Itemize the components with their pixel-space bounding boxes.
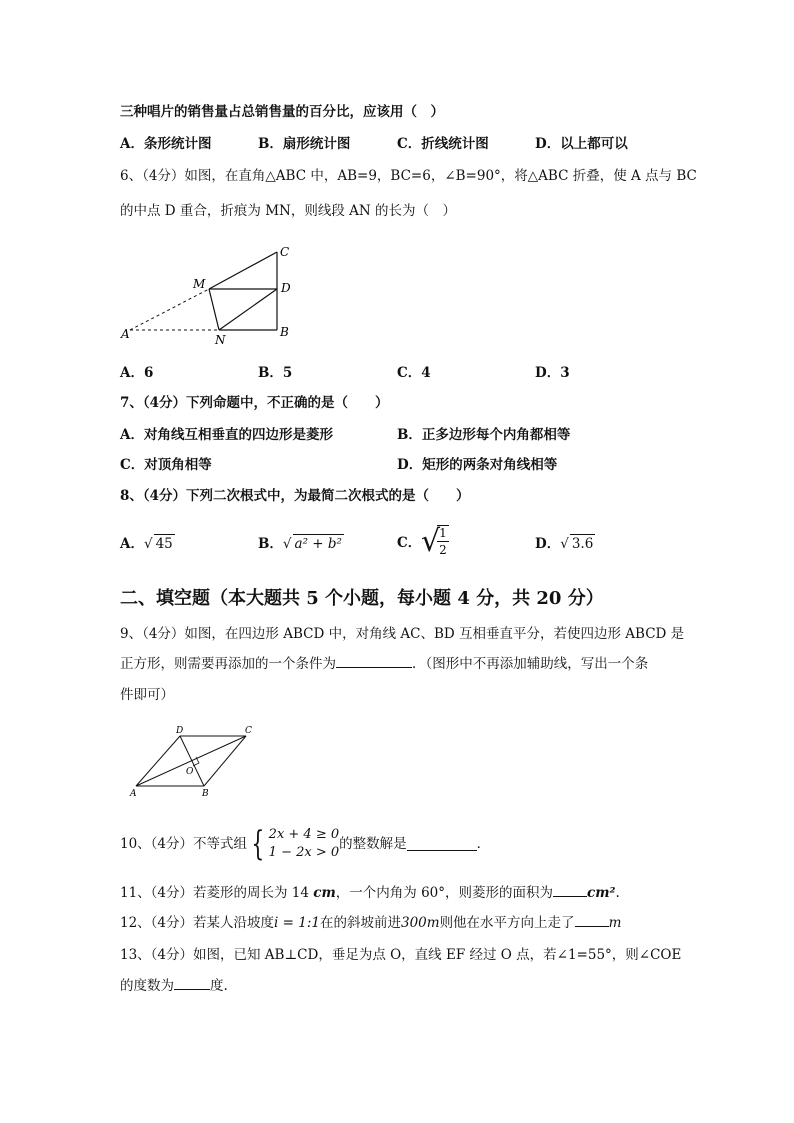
q9-answer-blank[interactable] xyxy=(336,655,412,668)
q11-line xyxy=(120,884,620,902)
q8-option-b-radicand: a² + b² xyxy=(294,536,342,552)
q13-line2-b: 度. xyxy=(210,978,228,994)
q6-stem-line2: 的中点 D 重合，折痕为 MN，则线段 AN 的长为（ ） xyxy=(120,203,456,219)
q6-option-c: C．4 xyxy=(397,365,431,381)
q8-option-c-label: C． xyxy=(397,535,422,551)
q9-label-o: O xyxy=(186,767,194,777)
q9-label-b: B xyxy=(202,789,209,799)
q13-line1: 13、（4分）如图，已知 AB⊥CD，垂足为点 O，直线 EF 经过 O 点，若∠1=55°，则∠COE xyxy=(120,947,682,963)
q8-option-c-den: 2 xyxy=(437,541,449,559)
q9-label-d: D xyxy=(176,726,184,736)
q9-line2-b: ．（图形中不再添加辅助线，写出一个条 xyxy=(412,656,649,672)
q12-slope: i = 1:1 xyxy=(274,915,320,931)
q8-option-b-label: B． xyxy=(258,536,283,552)
q11-answer-blank[interactable] xyxy=(553,884,587,897)
q11-text-b: ，一个内角为 60°，则菱形的面积为 xyxy=(335,885,554,901)
q5-option-a: A．条形统计图 xyxy=(120,136,212,152)
q6-option-b: B．5 xyxy=(258,365,293,381)
q9-rhombus-figure xyxy=(128,724,258,802)
q5-stem-tail: 三种唱片的销售量占总销售量的百分比，应该用（ ） xyxy=(120,104,444,120)
q11-end: . xyxy=(615,885,620,901)
q8-option-a-radicand: 45 xyxy=(155,536,173,552)
q6-dashed-am xyxy=(130,289,209,330)
q8-option-d: D．√ 3.6 xyxy=(535,536,594,552)
q9-line2-a: 正方形，则需要再添加的一个条件为 xyxy=(120,656,336,672)
q10-system xyxy=(269,826,339,862)
q8-option-d-label: D． xyxy=(535,536,561,552)
q11-text-a: 11、（4分）若菱形的周长为 14 xyxy=(120,885,314,901)
q5-option-c: C．折线统计图 xyxy=(397,136,489,152)
q13-line2-a: 的度数为 xyxy=(120,978,174,994)
q7-option-b: B．正多边形每个内角都相等 xyxy=(397,427,571,443)
q6-label-d: D xyxy=(281,281,291,295)
q9-side-bc xyxy=(204,736,246,786)
q10-end: ． xyxy=(476,836,491,852)
q10-prefix: 10、（4分）不等式组 xyxy=(120,836,248,852)
q9-line2 xyxy=(120,655,648,673)
q12-answer-blank[interactable] xyxy=(575,914,609,927)
q5-option-b: B．扇形统计图 xyxy=(258,136,351,152)
q12-text-c: 则他在水平方向上走了 xyxy=(439,915,575,931)
q8-option-a-label: A． xyxy=(120,536,144,552)
q8-option-d-radicand: 3.6 xyxy=(571,536,594,552)
q10-suffix: 的整数解是 xyxy=(339,836,407,852)
q12-unit: m xyxy=(608,915,622,931)
q10-ineq1: 2x + 4 ≥ 0 xyxy=(268,827,340,842)
q5-option-d: D．以上都可以 xyxy=(535,136,628,152)
q13-answer-blank[interactable] xyxy=(174,977,210,990)
q6-label-n: N xyxy=(215,333,226,347)
q8-option-a: A．√ 45 xyxy=(120,536,173,552)
q12-text-b: 在的斜坡前进 xyxy=(319,915,401,931)
q13-line2 xyxy=(120,977,228,995)
q6-label-a: A xyxy=(121,327,130,341)
q9-line3: 件即可） xyxy=(120,687,174,703)
q9-side-da xyxy=(136,736,180,786)
q6-triangle-figure xyxy=(115,240,305,350)
q12-text-a: 12、（4分）若某人沿坡度 xyxy=(120,915,275,931)
q9-line1: 9、（4分）如图，在四边形 ABCD 中，对角线 AC、BD 互相垂直平分，若使四边形 ABCD 是 xyxy=(120,626,685,642)
section2-title: 二、填空题（本大题共 5 个小题，每小题 4 分，共 20 分） xyxy=(120,588,604,609)
q7-option-a: A．对角线互相垂直的四边形是菱形 xyxy=(120,427,333,443)
q6-line-nd xyxy=(219,289,277,330)
q11-unit-a: cm xyxy=(313,885,336,901)
q7-option-d: D．矩形的两条对角线相等 xyxy=(397,457,558,473)
q9-label-a: A xyxy=(130,789,137,799)
q10-brace-icon: { xyxy=(251,824,265,864)
q10-answer-blank[interactable] xyxy=(407,838,477,851)
q8-option-b: B．√ a² + b² xyxy=(258,536,342,552)
q7-option-c: C．对顶角相等 xyxy=(120,457,212,473)
q7-stem: 7、（4分）下列命题中，不正确的是（ ） xyxy=(120,395,389,411)
q6-option-a: A．6 xyxy=(120,365,154,381)
q6-stem-line1: 6、（4分）如图，在直角△ABC 中，AB=9，BC=6，∠B=90°，将△ABC 折叠，使 A 点与 BC xyxy=(120,168,697,184)
q8-stem: 8、（4分）下列二次根式中，为最简二次根式的是（ ） xyxy=(120,488,470,504)
q9-diagonal-ac xyxy=(136,736,246,786)
q6-line-mn xyxy=(209,289,219,330)
q6-option-d: D．3 xyxy=(535,365,570,381)
q10-line xyxy=(120,826,490,866)
q12-line xyxy=(120,914,621,932)
q10-ineq2: 1 − 2x > 0 xyxy=(268,845,340,860)
q6-label-c: C xyxy=(280,245,290,259)
q8-option-c-num: 1 xyxy=(437,525,449,541)
q12-distance: 300m xyxy=(400,915,440,931)
q6-line-mc xyxy=(209,252,277,289)
q9-label-c: C xyxy=(245,726,252,736)
q6-label-m: M xyxy=(193,277,206,291)
q9-diagonal-bd xyxy=(180,736,204,786)
q11-unit-b: cm² xyxy=(587,885,616,901)
q8-option-c-radical-icon: √ xyxy=(421,524,441,559)
q6-label-b: B xyxy=(280,325,289,339)
